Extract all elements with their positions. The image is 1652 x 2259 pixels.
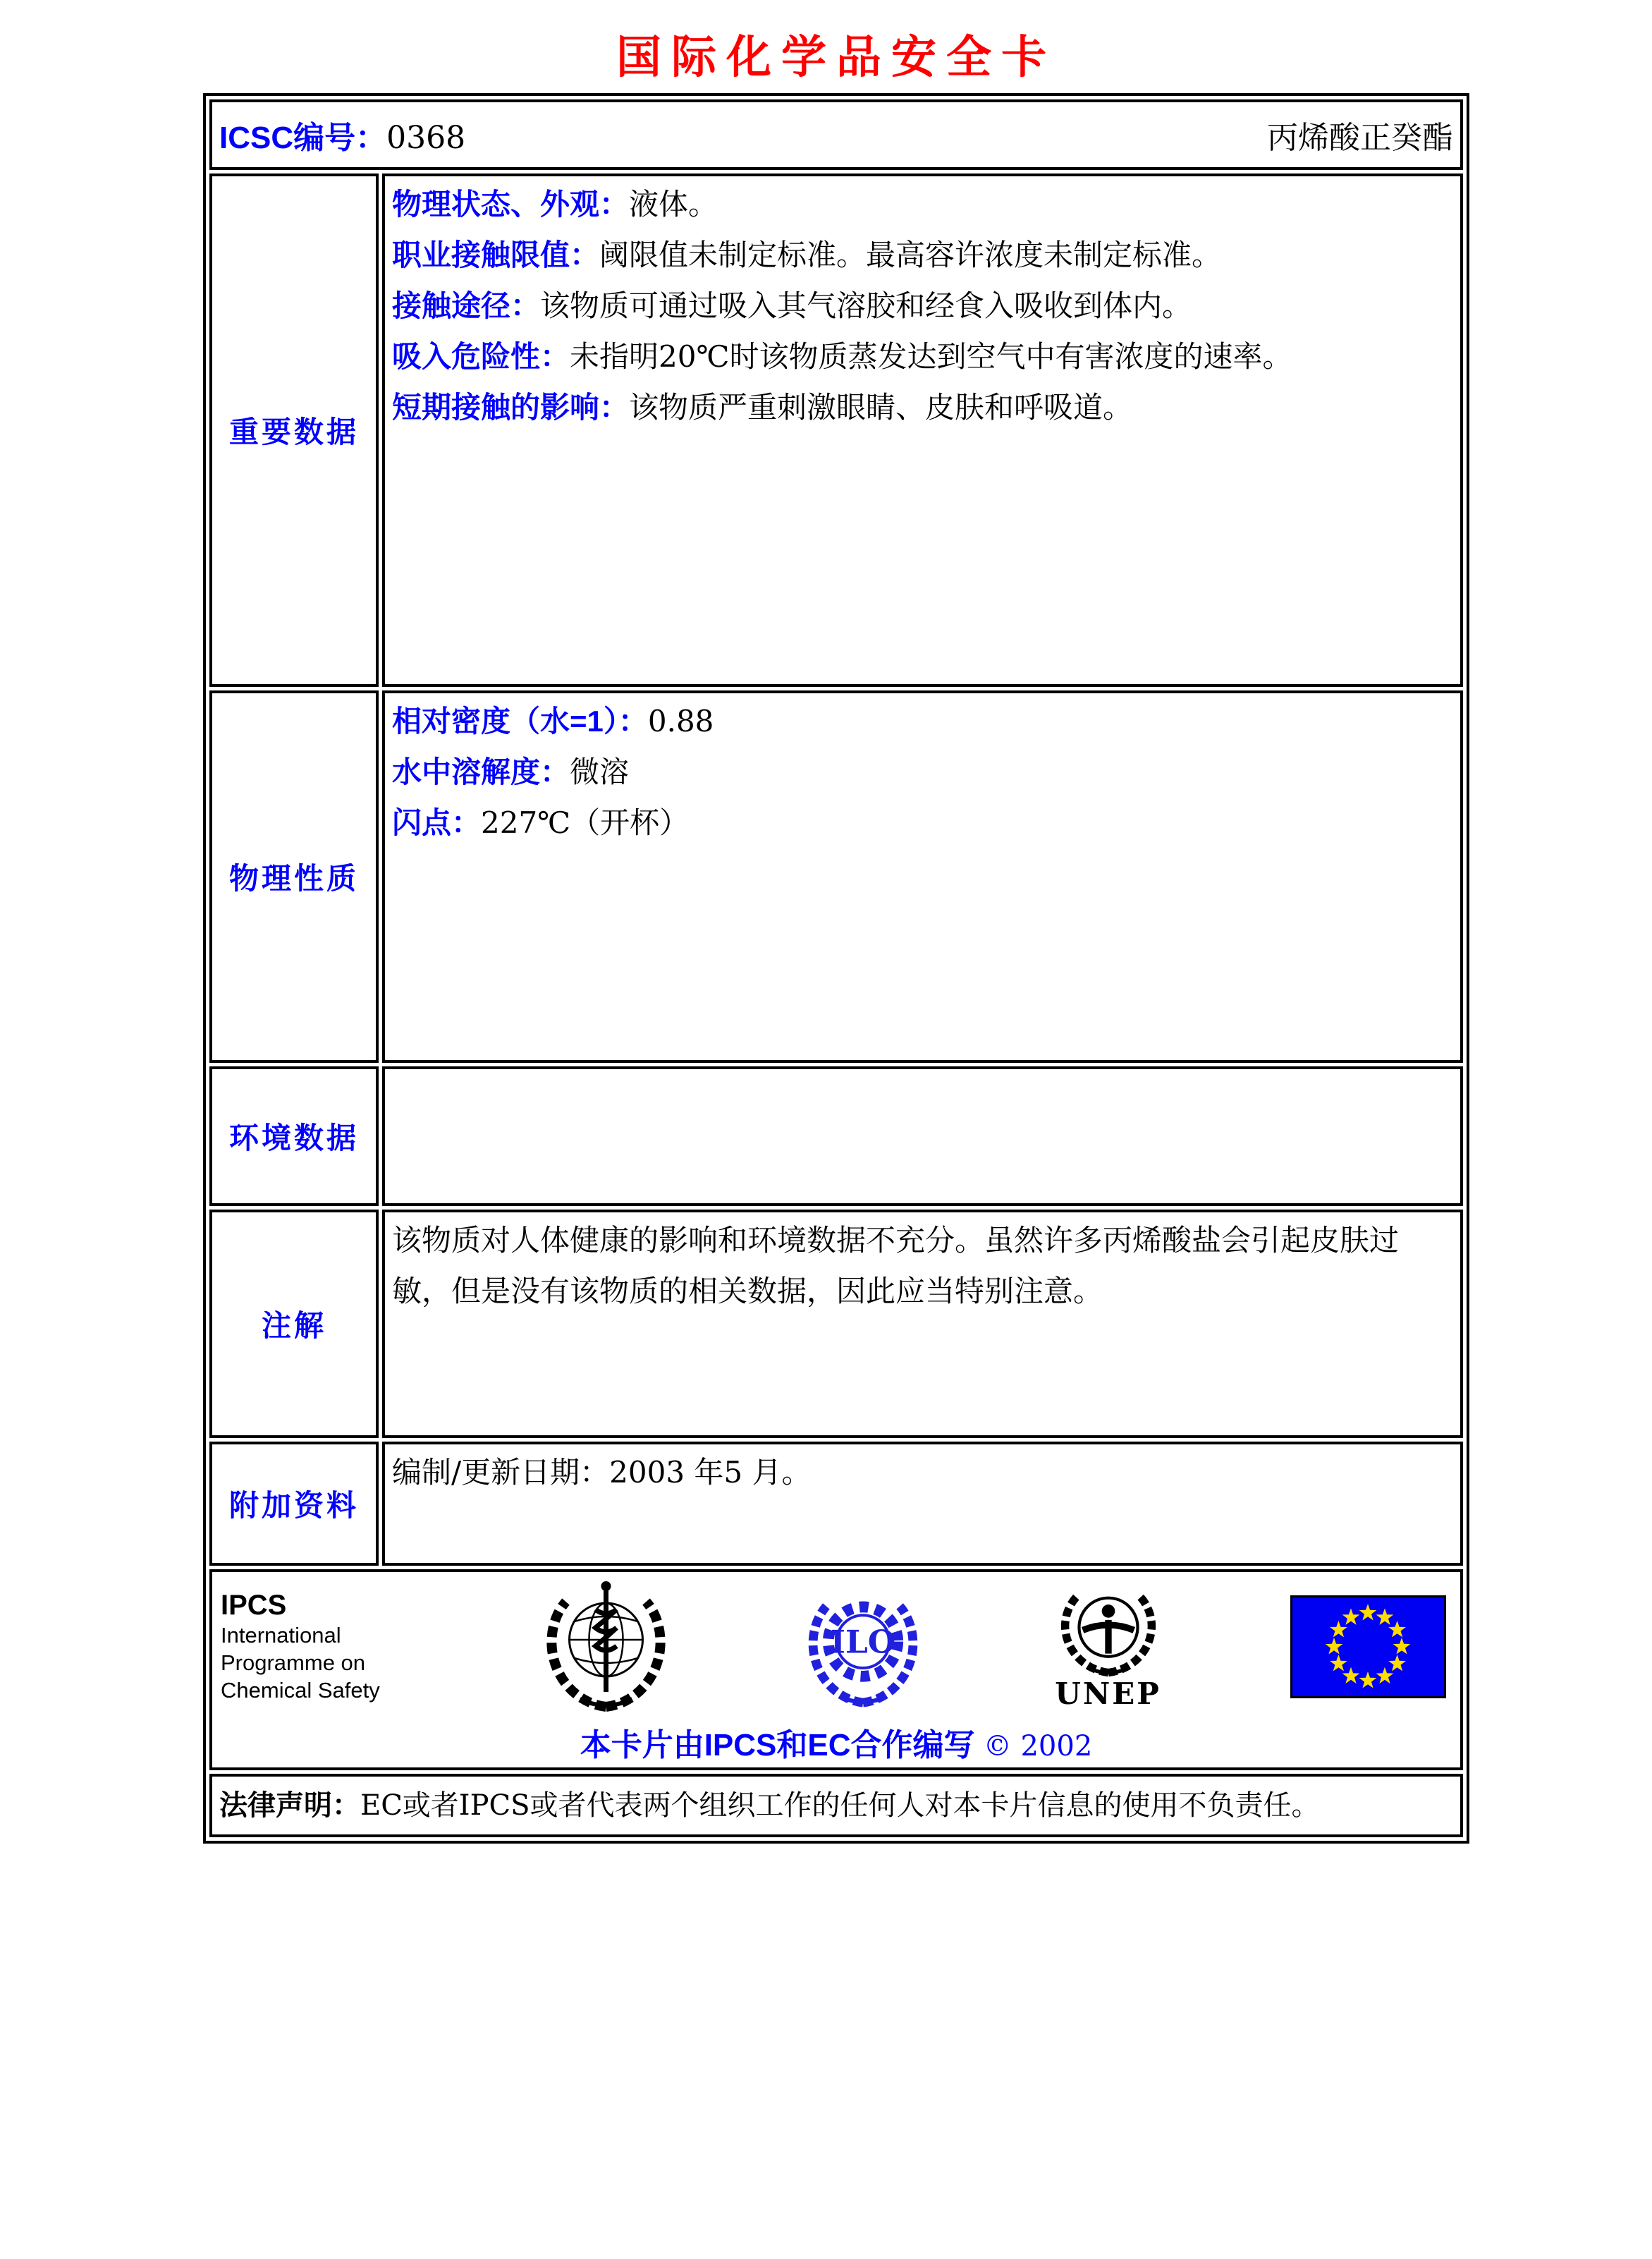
legal-row	[209, 1774, 1463, 1837]
line-lead: 水中溶解度：	[392, 755, 570, 788]
line-text: 微溶	[570, 755, 630, 789]
section-row-additional-information	[209, 1442, 1463, 1566]
legal-notice-text: EC或者IPCS或者代表两个组织工作的任何人对本卡片信息的使用不负责任。	[360, 1789, 1320, 1822]
section-label-physical-properties: 物理性质	[209, 690, 379, 1063]
who-logo-icon	[537, 1578, 675, 1715]
important-line-physical-state	[392, 179, 1453, 230]
line-text: 该物质可通过吸入其气溶胶和经食入吸收到体内。	[540, 288, 1192, 323]
section-label-environmental-data: 环境数据	[209, 1066, 379, 1206]
unep-logo-block	[1052, 1585, 1165, 1711]
logos-row	[209, 1569, 1463, 1770]
legal-notice-label: 法律声明：	[219, 1790, 360, 1821]
svg-text:ILO: ILO	[830, 1622, 896, 1660]
line-lead: 闪点：	[392, 806, 482, 839]
section-row-physical-properties	[209, 690, 1463, 1063]
section-content-notes	[382, 1210, 1463, 1438]
eu-flag-icon	[1290, 1595, 1446, 1698]
important-line-inhalation-risk	[392, 331, 1453, 382]
section-content-environmental-data	[382, 1066, 1463, 1206]
section-row-important-data	[209, 173, 1463, 687]
line-lead: 短期接触的影响：	[392, 391, 630, 424]
icsc-card-table	[203, 93, 1469, 1844]
chemical-name: 丙烯酸正癸酯	[1267, 120, 1453, 156]
icsc-number-value: 0368	[386, 120, 466, 156]
line-lead: 吸入危险性：	[392, 340, 570, 373]
notes-paragraph: 该物质对人体健康的影响和环境数据不充分。虽然许多丙烯酸盐会引起皮肤过敏，但是没有该物质的相关数据，因此应当特别注意。	[392, 1223, 1400, 1308]
line-text: 该物质严重刺激眼睛、皮肤和呼吸道。	[629, 390, 1133, 425]
header-cell	[209, 99, 1463, 170]
unep-logo-text: UNEP	[1055, 1676, 1161, 1711]
cooperation-caption	[219, 1719, 1453, 1765]
physical-line-relative-density	[392, 696, 1453, 747]
section-content-physical-properties	[382, 690, 1463, 1063]
line-text: 液体。	[629, 187, 718, 221]
ipcs-text-block	[221, 1589, 411, 1704]
legal-cell	[209, 1774, 1463, 1837]
ipcs-line-1: International	[221, 1623, 341, 1648]
section-row-notes	[209, 1210, 1463, 1438]
line-lead: 物理状态、外观：	[392, 188, 630, 221]
section-row-environmental-data	[209, 1066, 1463, 1206]
line-text: 0.88	[647, 704, 714, 738]
header-row	[209, 99, 1463, 170]
caption-copyright: © 2002	[983, 1730, 1093, 1762]
ipcs-title: IPCS	[221, 1590, 287, 1621]
line-text: 227℃（开杯）	[481, 805, 690, 840]
physical-line-flash-point	[392, 798, 1453, 848]
line-lead: 相对密度（水=1）：	[392, 705, 648, 738]
physical-line-water-solubility	[392, 747, 1453, 798]
caption-main-text: 本卡片由IPCS和EC合作编写	[580, 1728, 975, 1762]
unep-logo-icon	[1052, 1585, 1165, 1680]
page-title: 国际化学品安全卡	[616, 31, 1056, 84]
icsc-number-label: ICSC编号：	[219, 121, 387, 155]
line-lead: 职业接触限值：	[392, 238, 600, 272]
important-line-exposure-limits	[392, 230, 1453, 281]
ilo-logo-icon	[800, 1583, 926, 1711]
logos-cell	[209, 1569, 1463, 1770]
ipcs-line-3: Chemical Safety	[221, 1678, 380, 1703]
section-content-additional-information	[382, 1442, 1463, 1566]
line-text: 未指明20℃时该物质蒸发达到空气中有害浓度的速率。	[570, 339, 1292, 374]
ipcs-line-2: Programme on	[221, 1650, 366, 1675]
section-label-additional-information: 附加资料	[209, 1442, 379, 1566]
section-label-important-data: 重要数据	[209, 173, 379, 687]
section-content-important-data	[382, 173, 1463, 687]
additional-date-line: 编制/更新日期：2003 年5 月。	[392, 1455, 812, 1490]
important-line-short-term-effects	[392, 382, 1453, 433]
icsc-number-group	[219, 112, 465, 157]
important-line-exposure-routes	[392, 281, 1453, 331]
section-label-notes: 注解	[209, 1210, 379, 1438]
line-lead: 接触途径：	[392, 289, 541, 322]
line-text: 阈限值未制定标准。最高容许浓度未制定标准。	[599, 238, 1222, 272]
